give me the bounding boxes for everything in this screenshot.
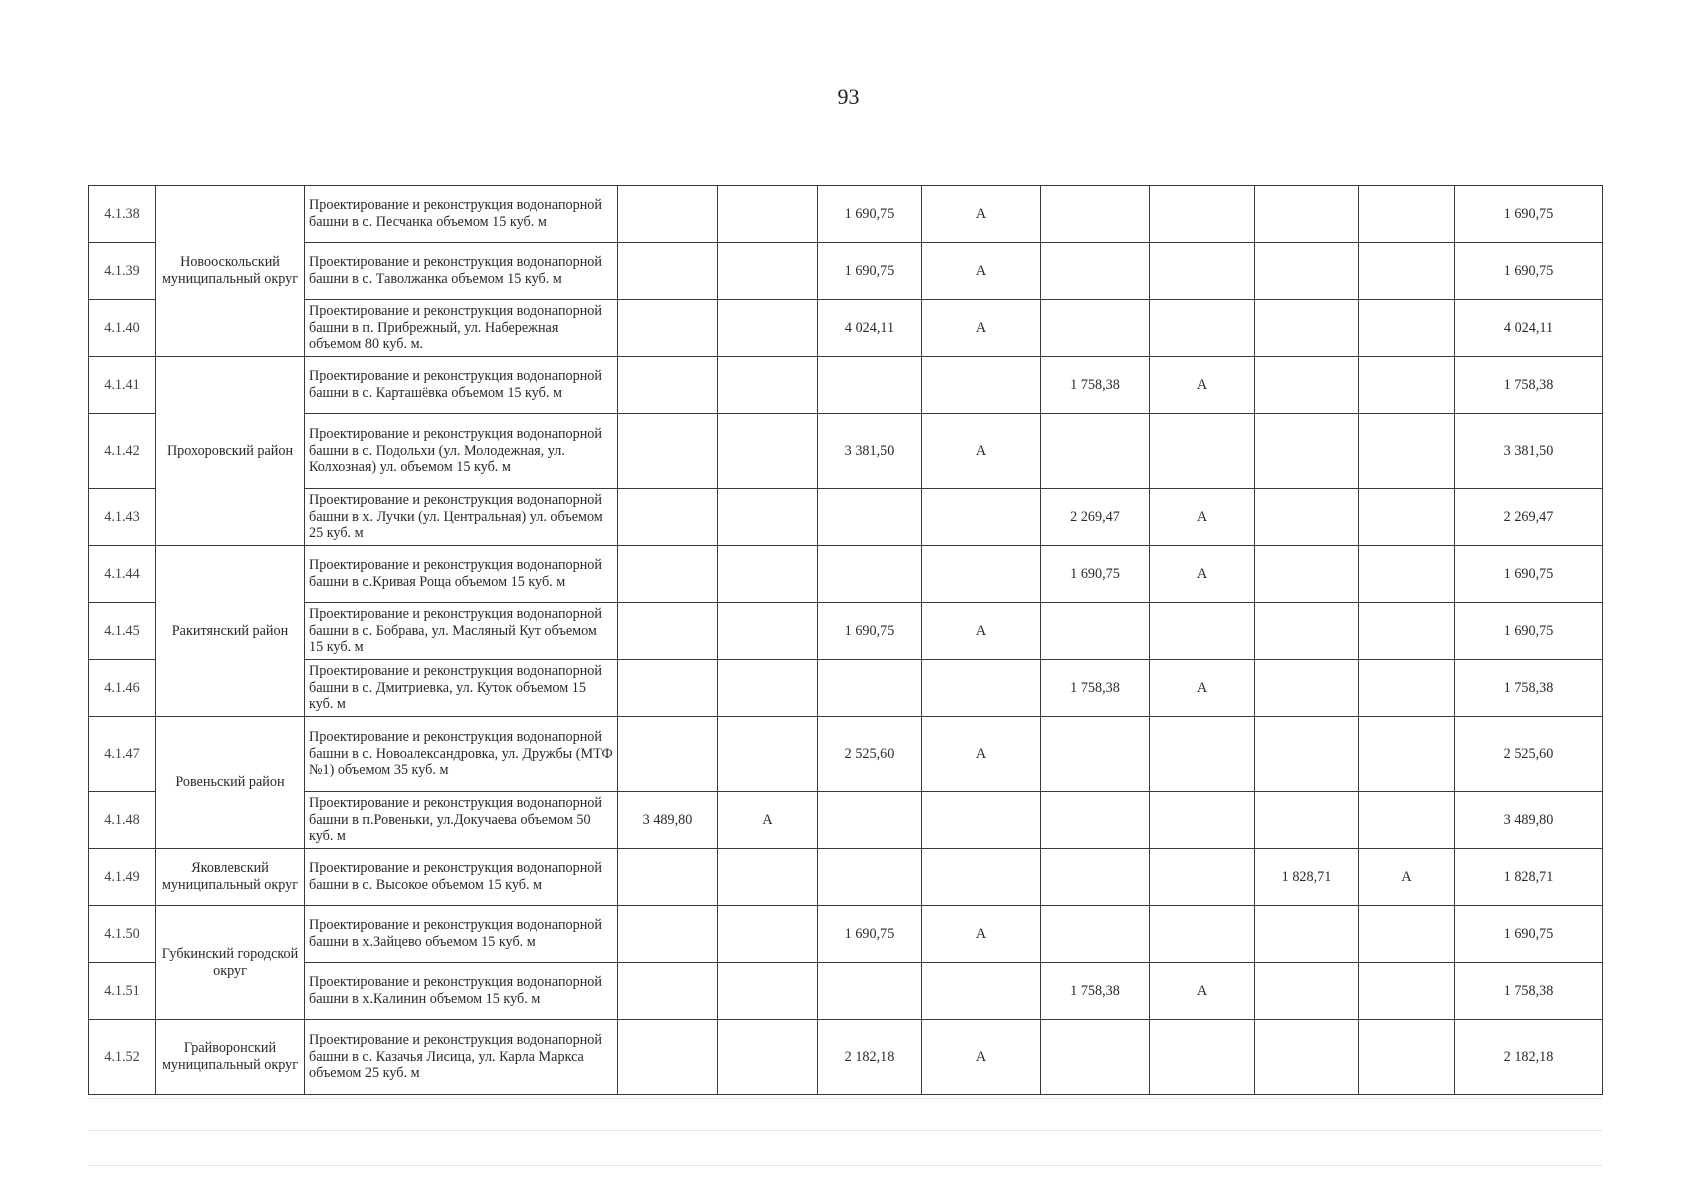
amount-cell-4 (1255, 792, 1359, 849)
amount-cell-2: 1 690,75 (818, 603, 922, 660)
total-cell: 1 758,38 (1455, 963, 1603, 1020)
total-cell: 3 489,80 (1455, 792, 1603, 849)
description-cell: Проектирование и реконструкция водонапорной башни в п.Ровеньки, ул.Докучаева объемом 50 куб. м (305, 792, 618, 849)
total-cell: 3 381,50 (1455, 414, 1603, 489)
amount-cell-1 (618, 849, 718, 906)
description-cell: Проектирование и реконструкция водонапорной башни в с. Песчанка объемом 15 куб. м (305, 186, 618, 243)
amount-cell-3 (1041, 243, 1150, 300)
description-cell: Проектирование и реконструкция водонапорной башни в с. Карташёвка объемом 15 куб. м (305, 357, 618, 414)
amount-cell-3 (1041, 186, 1150, 243)
amount-cell-2 (818, 489, 922, 546)
table-row (89, 489, 1603, 546)
amount-cell-2 (818, 963, 922, 1020)
table-body (89, 186, 1603, 1095)
description-cell: Проектирование и реконструкция водонапорной башни в с. Дмитриевка, ул. Куток объемом 15 куб. м (305, 660, 618, 717)
mark-cell-3 (1150, 792, 1255, 849)
amount-cell-2 (818, 849, 922, 906)
amount-cell-2: 2 182,18 (818, 1020, 922, 1095)
amount-cell-4 (1255, 357, 1359, 414)
faint-rule (88, 1098, 1602, 1099)
district-cell: Яковлевский муниципальный округ (156, 849, 305, 906)
amount-cell-1 (618, 717, 718, 792)
amount-cell-1 (618, 300, 718, 357)
amount-cell-4 (1255, 906, 1359, 963)
row-number-cell: 4.1.47 (89, 717, 156, 792)
mark-cell-3 (1150, 603, 1255, 660)
description-cell: Проектирование и реконструкция водонапорной башни в с.Кривая Роща объемом 15 куб. м (305, 546, 618, 603)
total-cell: 2 182,18 (1455, 1020, 1603, 1095)
mark-cell-1 (718, 963, 818, 1020)
amount-cell-1 (618, 546, 718, 603)
mark-cell-3: А (1150, 963, 1255, 1020)
amount-cell-4 (1255, 963, 1359, 1020)
district-cell: Прохоровский район (156, 357, 305, 546)
mark-cell-1 (718, 489, 818, 546)
description-cell: Проектирование и реконструкция водонапорной башни в с. Таволжанка объемом 15 куб. м (305, 243, 618, 300)
district-cell: Новооскольский муниципальный округ (156, 186, 305, 357)
mark-cell-3 (1150, 849, 1255, 906)
mark-cell-3 (1150, 1020, 1255, 1095)
amount-cell-2: 1 690,75 (818, 906, 922, 963)
row-number-cell: 4.1.52 (89, 1020, 156, 1095)
mark-cell-3: А (1150, 546, 1255, 603)
description-cell: Проектирование и реконструкция водонапорной башни в х.Калинин объемом 15 куб. м (305, 963, 618, 1020)
row-number-cell: 4.1.46 (89, 660, 156, 717)
mark-cell-3 (1150, 717, 1255, 792)
total-cell: 1 758,38 (1455, 357, 1603, 414)
amount-cell-3 (1041, 792, 1150, 849)
table-row (89, 300, 1603, 357)
amount-cell-3: 1 690,75 (1041, 546, 1150, 603)
amount-cell-2: 1 690,75 (818, 243, 922, 300)
amount-cell-4 (1255, 717, 1359, 792)
mark-cell-3 (1150, 906, 1255, 963)
amount-cell-4 (1255, 489, 1359, 546)
mark-cell-1: А (718, 792, 818, 849)
amount-cell-3: 1 758,38 (1041, 357, 1150, 414)
amount-cell-4 (1255, 300, 1359, 357)
row-number-cell: 4.1.42 (89, 414, 156, 489)
amount-cell-3 (1041, 603, 1150, 660)
table-row (89, 414, 1603, 489)
district-cell: Ровеньский район (156, 717, 305, 849)
amount-cell-3 (1041, 717, 1150, 792)
row-number-cell: 4.1.40 (89, 300, 156, 357)
amount-cell-1 (618, 414, 718, 489)
total-cell: 1 690,75 (1455, 906, 1603, 963)
mark-cell-2: А (922, 243, 1041, 300)
amount-cell-4: 1 828,71 (1255, 849, 1359, 906)
mark-cell-1 (718, 906, 818, 963)
amount-cell-4 (1255, 660, 1359, 717)
total-cell: 1 828,71 (1455, 849, 1603, 906)
amount-cell-3: 2 269,47 (1041, 489, 1150, 546)
amount-cell-2: 4 024,11 (818, 300, 922, 357)
mark-cell-2: А (922, 186, 1041, 243)
amount-cell-4 (1255, 243, 1359, 300)
faint-rule (88, 1130, 1602, 1131)
mark-cell-4 (1359, 603, 1455, 660)
mark-cell-3 (1150, 300, 1255, 357)
row-number-cell: 4.1.43 (89, 489, 156, 546)
mark-cell-2: А (922, 603, 1041, 660)
amount-cell-4 (1255, 414, 1359, 489)
total-cell: 1 690,75 (1455, 186, 1603, 243)
description-cell: Проектирование и реконструкция водонапорной башни в с. Новоалександровка, ул. Дружбы (МТФ №1) объемом 35 куб. м (305, 717, 618, 792)
amount-cell-3: 1 758,38 (1041, 660, 1150, 717)
amount-cell-2 (818, 660, 922, 717)
total-cell: 1 690,75 (1455, 603, 1603, 660)
mark-cell-1 (718, 414, 818, 489)
mark-cell-2 (922, 357, 1041, 414)
mark-cell-1 (718, 357, 818, 414)
amount-cell-2 (818, 357, 922, 414)
amount-cell-2 (818, 792, 922, 849)
mark-cell-1 (718, 660, 818, 717)
mark-cell-4 (1359, 489, 1455, 546)
mark-cell-2: А (922, 414, 1041, 489)
total-cell: 1 758,38 (1455, 660, 1603, 717)
mark-cell-4 (1359, 186, 1455, 243)
mark-cell-3: А (1150, 489, 1255, 546)
amount-cell-1 (618, 963, 718, 1020)
amount-cell-1 (618, 186, 718, 243)
mark-cell-4 (1359, 357, 1455, 414)
amount-cell-3 (1041, 906, 1150, 963)
row-number-cell: 4.1.48 (89, 792, 156, 849)
amount-cell-2: 2 525,60 (818, 717, 922, 792)
mark-cell-4 (1359, 546, 1455, 603)
amount-cell-2: 1 690,75 (818, 186, 922, 243)
mark-cell-2 (922, 546, 1041, 603)
district-cell: Губкинский городской округ (156, 906, 305, 1020)
amount-cell-3: 1 758,38 (1041, 963, 1150, 1020)
mark-cell-1 (718, 603, 818, 660)
district-cell: Ракитянский район (156, 546, 305, 717)
total-cell: 1 690,75 (1455, 546, 1603, 603)
amount-cell-4 (1255, 186, 1359, 243)
mark-cell-1 (718, 546, 818, 603)
mark-cell-2: А (922, 300, 1041, 357)
mark-cell-2: А (922, 1020, 1041, 1095)
table-row (89, 546, 1603, 603)
amount-cell-3 (1041, 1020, 1150, 1095)
amount-cell-1 (618, 489, 718, 546)
mark-cell-2 (922, 660, 1041, 717)
row-number-cell: 4.1.38 (89, 186, 156, 243)
mark-cell-2: А (922, 906, 1041, 963)
table-row (89, 906, 1603, 963)
amount-cell-1 (618, 1020, 718, 1095)
amount-cell-1: 3 489,80 (618, 792, 718, 849)
description-cell: Проектирование и реконструкция водонапорной башни в с. Подольхи (ул. Молодежная, ул. Колхозная) ул. объемом 15 куб. м (305, 414, 618, 489)
mark-cell-4 (1359, 1020, 1455, 1095)
mark-cell-3: А (1150, 660, 1255, 717)
total-cell: 2 269,47 (1455, 489, 1603, 546)
table-row (89, 849, 1603, 906)
amount-cell-3 (1041, 849, 1150, 906)
amount-cell-2: 3 381,50 (818, 414, 922, 489)
description-cell: Проектирование и реконструкция водонапорной башни в с. Высокое объемом 15 куб. м (305, 849, 618, 906)
total-cell: 2 525,60 (1455, 717, 1603, 792)
mark-cell-1 (718, 186, 818, 243)
row-number-cell: 4.1.41 (89, 357, 156, 414)
table-row (89, 792, 1603, 849)
mark-cell-2: А (922, 717, 1041, 792)
mark-cell-1 (718, 300, 818, 357)
mark-cell-3 (1150, 243, 1255, 300)
mark-cell-4 (1359, 717, 1455, 792)
description-cell: Проектирование и реконструкция водонапорной башни в с. Бобрава, ул. Масляный Кут объемом 15 куб. м (305, 603, 618, 660)
table-row (89, 186, 1603, 243)
amount-cell-1 (618, 357, 718, 414)
faint-rule (88, 1165, 1602, 1166)
mark-cell-3 (1150, 186, 1255, 243)
mark-cell-2 (922, 963, 1041, 1020)
mark-cell-1 (718, 717, 818, 792)
description-cell: Проектирование и реконструкция водонапорной башни в х. Лучки (ул. Центральная) ул. объемом 25 куб. м (305, 489, 618, 546)
page-number: 93 (837, 84, 860, 109)
amount-cell-3 (1041, 300, 1150, 357)
total-cell: 1 690,75 (1455, 243, 1603, 300)
amount-cell-4 (1255, 603, 1359, 660)
mark-cell-1 (718, 1020, 818, 1095)
description-cell: Проектирование и реконструкция водонапорной башни в п. Прибрежный, ул. Набережная объемом 80 куб. м. (305, 300, 618, 357)
amount-cell-4 (1255, 546, 1359, 603)
table-row (89, 243, 1603, 300)
mark-cell-4 (1359, 414, 1455, 489)
table-row (89, 357, 1603, 414)
mark-cell-1 (718, 243, 818, 300)
amount-cell-4 (1255, 1020, 1359, 1095)
program-table (88, 185, 1603, 1095)
row-number-cell: 4.1.51 (89, 963, 156, 1020)
total-cell: 4 024,11 (1455, 300, 1603, 357)
row-number-cell: 4.1.50 (89, 906, 156, 963)
row-number-cell: 4.1.44 (89, 546, 156, 603)
amount-cell-1 (618, 906, 718, 963)
row-number-cell: 4.1.45 (89, 603, 156, 660)
row-number-cell: 4.1.49 (89, 849, 156, 906)
amount-cell-1 (618, 603, 718, 660)
mark-cell-3: А (1150, 357, 1255, 414)
amount-cell-2 (818, 546, 922, 603)
amount-cell-3 (1041, 414, 1150, 489)
amount-cell-1 (618, 660, 718, 717)
amount-cell-1 (618, 243, 718, 300)
table-row (89, 1020, 1603, 1095)
description-cell: Проектирование и реконструкция водонапорной башни в х.Зайцево объемом 15 куб. м (305, 906, 618, 963)
mark-cell-4 (1359, 300, 1455, 357)
mark-cell-2 (922, 792, 1041, 849)
mark-cell-4 (1359, 906, 1455, 963)
table-row (89, 660, 1603, 717)
table-row (89, 717, 1603, 792)
mark-cell-3 (1150, 414, 1255, 489)
description-cell: Проектирование и реконструкция водонапорной башни в с. Казачья Лисица, ул. Карла Маркса объемом 25 куб. м (305, 1020, 618, 1095)
mark-cell-1 (718, 849, 818, 906)
table-row (89, 963, 1603, 1020)
mark-cell-4 (1359, 660, 1455, 717)
mark-cell-2 (922, 849, 1041, 906)
table-row (89, 603, 1603, 660)
mark-cell-4: А (1359, 849, 1455, 906)
district-cell: Грайворонский муниципальный округ (156, 1020, 305, 1095)
mark-cell-2 (922, 489, 1041, 546)
row-number-cell: 4.1.39 (89, 243, 156, 300)
mark-cell-4 (1359, 963, 1455, 1020)
mark-cell-4 (1359, 243, 1455, 300)
mark-cell-4 (1359, 792, 1455, 849)
